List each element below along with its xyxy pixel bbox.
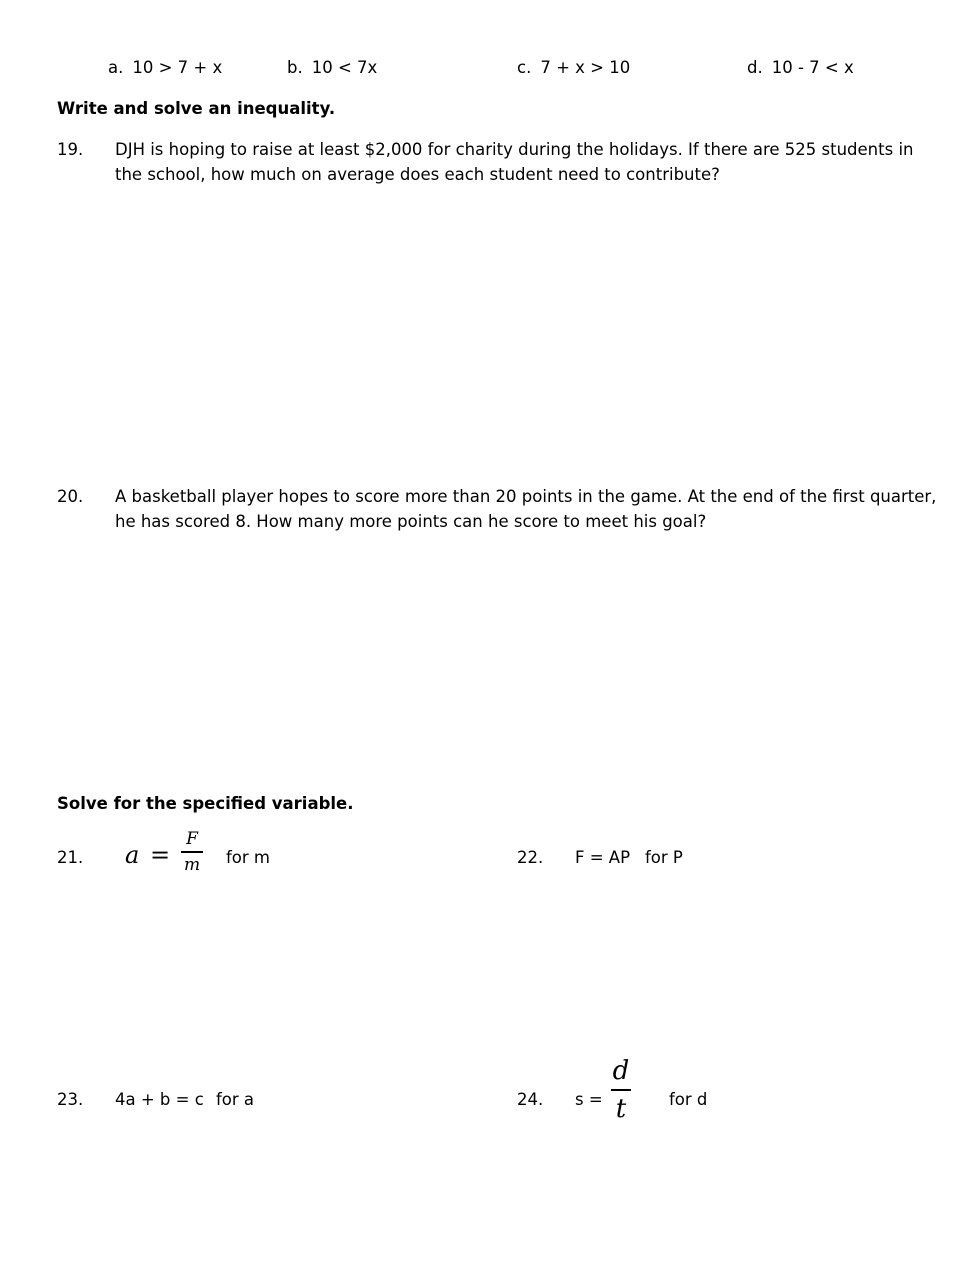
problem-number-22: 22. — [517, 848, 544, 867]
choice-expression: 7 + x > 10 — [540, 58, 631, 77]
question-text-20: A basketball player hopes to score more than 20 points in the game. At the end of the first quarter, he has scored 8. How many more points can he score to meet his goal? — [115, 487, 937, 531]
section-heading-inequality: Write and solve an inequality. — [57, 99, 336, 118]
solve-for-label-22: for P — [645, 848, 683, 867]
choice-expression: 10 < 7x — [311, 58, 378, 77]
section-heading-solve-variable: Solve for the specified variable. — [57, 794, 354, 813]
fraction-F-over-m — [180, 829, 204, 875]
fraction-bar — [611, 1089, 631, 1091]
choice-expression: 10 - 7 < x — [771, 58, 854, 77]
fraction-numerator: F — [186, 829, 198, 849]
problem-number-24: 24. — [517, 1090, 544, 1109]
solve-for-label-24: for d — [669, 1090, 708, 1109]
problem-number-23: 23. — [57, 1090, 84, 1109]
problem-number-21: 21. — [57, 848, 84, 867]
equation-22: F = AP — [575, 848, 631, 867]
fraction-bar — [181, 851, 203, 853]
choice-letter: d. — [747, 58, 763, 77]
equals-sign: = — [150, 841, 171, 869]
fraction-denominator: t — [615, 1094, 627, 1124]
choice-d — [747, 58, 854, 77]
choice-letter: a. — [108, 58, 124, 77]
choice-letter: c. — [517, 58, 532, 77]
solve-for-label-21: for m — [226, 848, 271, 867]
question-number-19: 19. — [57, 140, 84, 159]
fraction-denominator: m — [183, 854, 201, 875]
question-text-19: DJH is hoping to raise at least $2,000 for charity during the holidays. If there are 525 students in the school, how much on average does each student need to contribute? — [115, 140, 914, 184]
choice-c — [517, 58, 630, 77]
choice-b — [287, 58, 377, 77]
question-number-20: 20. — [57, 487, 84, 506]
choice-a — [108, 58, 222, 77]
equation-23: 4a + b = c — [115, 1090, 204, 1109]
fraction-numerator: d — [612, 1056, 630, 1086]
solve-for-label-23: for a — [216, 1090, 255, 1109]
choice-letter: b. — [287, 58, 303, 77]
fraction-d-over-t — [608, 1056, 634, 1124]
formula-lhs-a: a — [125, 841, 140, 869]
choice-expression: 10 > 7 + x — [132, 58, 223, 77]
formula-lhs-s: s = — [575, 1090, 603, 1109]
